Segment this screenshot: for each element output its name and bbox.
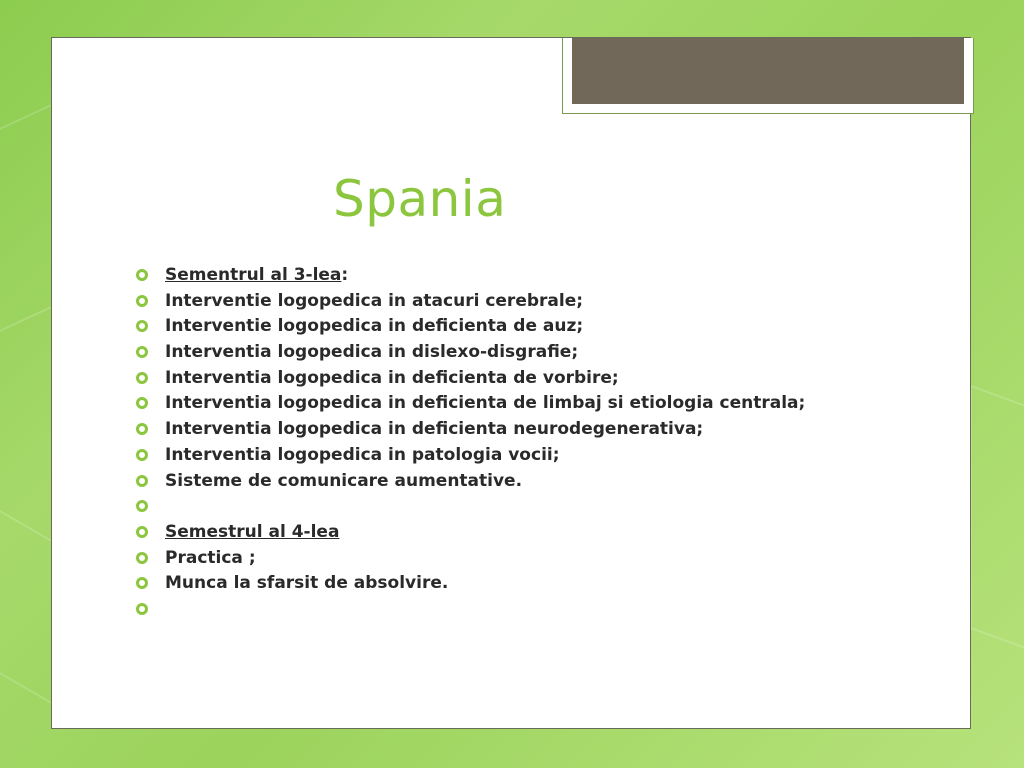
list-item-text: Interventia logopedica in deficienta de limbaj si etiologia centrala; — [165, 393, 806, 414]
list-item — [136, 262, 916, 288]
background-decoration — [0, 499, 54, 706]
slide-title: Spania — [333, 170, 507, 228]
hollow-circle-icon — [136, 372, 148, 384]
hollow-circle-icon — [136, 500, 148, 512]
bullet-list — [136, 262, 916, 622]
background-decoration — [970, 385, 1024, 660]
hollow-circle-icon — [136, 346, 148, 358]
list-item-text: Interventie logopedica in deficienta de auz; — [165, 316, 584, 337]
list-item-text: Interventia logopedica in patologia vocii; — [165, 444, 560, 465]
list-item — [136, 570, 916, 596]
list-item — [136, 493, 916, 519]
list-item-text: Interventia logopedica in dislexo-disgrafie; — [165, 342, 579, 363]
list-item — [136, 365, 916, 391]
hollow-circle-icon — [136, 475, 148, 487]
photo-frame — [562, 38, 974, 114]
list-item-text: Sisteme de comunicare aumentative. — [165, 470, 523, 491]
section-heading: Sementrul al 3-lea — [165, 265, 342, 285]
photo-placeholder — [572, 38, 964, 104]
list-item — [136, 313, 916, 339]
list-item-text: Interventia logopedica in deficienta neurodegenerativa; — [165, 419, 704, 440]
list-item — [136, 519, 916, 545]
hollow-circle-icon — [136, 397, 148, 409]
hollow-circle-icon — [136, 577, 148, 589]
section-heading: Semestrul al 4-lea — [165, 521, 340, 542]
list-item — [136, 545, 916, 571]
list-item-text: Munca la sfarsit de absolvire. — [165, 573, 449, 594]
list-item-text: Interventia logopedica in deficienta de vorbire; — [165, 367, 619, 388]
list-item — [136, 468, 916, 494]
list-item — [136, 390, 916, 416]
hollow-circle-icon — [136, 552, 148, 564]
hollow-circle-icon — [136, 269, 148, 281]
hollow-circle-icon — [136, 526, 148, 538]
list-item-text: Interventie logopedica in atacuri cerebrale; — [165, 290, 584, 311]
list-item — [136, 596, 916, 622]
hollow-circle-icon — [136, 423, 148, 435]
hollow-circle-icon — [136, 320, 148, 332]
list-item — [136, 339, 916, 365]
hollow-circle-icon — [136, 295, 148, 307]
hollow-circle-icon — [136, 449, 148, 461]
list-item — [136, 288, 916, 314]
list-item — [136, 442, 916, 468]
list-item-text: Practica ; — [165, 547, 256, 568]
list-item — [136, 416, 916, 442]
hollow-circle-icon — [136, 603, 148, 615]
heading-suffix: : — [341, 265, 349, 285]
